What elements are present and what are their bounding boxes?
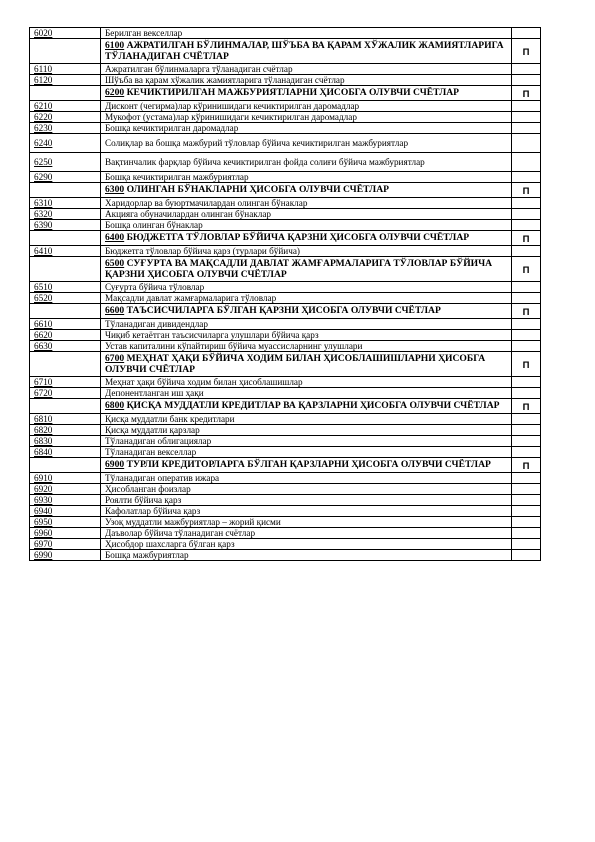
section-title-text: ОЛИНГАН БЎНАКЛАРНИ ҲИСОБГА ОЛУВЧИ СЧЁТЛАР	[126, 184, 389, 195]
table-row	[30, 209, 541, 220]
account-name: Бошқа мажбуриятлар	[101, 550, 512, 561]
account-name: Роялти бўйича қарз	[101, 495, 512, 506]
table-row	[30, 330, 541, 341]
account-name: Бошқа кечиктирилган даромадлар	[101, 123, 512, 134]
table-row	[30, 172, 541, 183]
account-type-mark	[512, 539, 541, 550]
account-code: 6720	[30, 388, 101, 399]
account-code: 6390	[30, 220, 101, 231]
section-code: 6700	[105, 353, 125, 364]
table-row	[30, 425, 541, 436]
account-name: Вақтинчалик фарқлар бўйича кечиктирилган фойда солиғи бўйича мажбуриятлар	[101, 153, 512, 172]
table-row	[30, 539, 541, 550]
section-title	[101, 304, 512, 319]
section-title	[101, 39, 512, 64]
table-row	[30, 75, 541, 86]
account-name: Харидорлар ва буюртмачилардан олинган бўнаклар	[101, 198, 512, 209]
section-title	[101, 231, 512, 246]
account-type-mark: П	[512, 231, 541, 246]
account-type-mark	[512, 341, 541, 352]
account-code: 6290	[30, 172, 101, 183]
account-type-mark: П	[512, 39, 541, 64]
section-code: 6600	[105, 305, 125, 316]
account-name: Қисқа муддатли банк кредитлари	[101, 414, 512, 425]
account-type-mark: П	[512, 257, 541, 282]
account-code	[30, 304, 101, 319]
account-code	[30, 399, 101, 414]
account-name: Ҳисобдор шахсларга бўлган қарз	[101, 539, 512, 550]
account-type-mark	[512, 172, 541, 183]
section-code: 6400	[105, 232, 125, 243]
account-type-mark	[512, 101, 541, 112]
account-name: Мақсадли давлат жамғармаларига тўловлар	[101, 293, 512, 304]
account-code: 6410	[30, 246, 101, 257]
table-row	[30, 28, 541, 39]
account-name: Дисконт (чегирма)лар кўринишидаги кечиктирилган даромадлар	[101, 101, 512, 112]
account-name: Акцияга обуначилардан олинган бўнаклар	[101, 209, 512, 220]
table-row	[30, 282, 541, 293]
account-code: 6630	[30, 341, 101, 352]
account-name: Бюджетга тўловлар бўйича қарз (турлари бўйича)	[101, 246, 512, 257]
section-title	[101, 352, 512, 377]
section-title-text: АЖРАТИЛГАН БЎЛИНМАЛАР, ШЎЪБА ВА ҚАРАМ ХЎЖАЛИК ЖАМИЯТЛАРИГА ТЎЛАНАДИГАН СЧЁТЛАР	[105, 40, 504, 62]
account-code: 6020	[30, 28, 101, 39]
account-name: Чиқиб кетаётган таъсисчиларга улушлари бўйича қарз	[101, 330, 512, 341]
account-code: 6220	[30, 112, 101, 123]
section-header-row	[30, 352, 541, 377]
account-name: Тўланадиган векселлар	[101, 447, 512, 458]
account-type-mark	[512, 319, 541, 330]
account-type-mark	[512, 414, 541, 425]
account-type-mark	[512, 447, 541, 458]
account-type-mark	[512, 506, 541, 517]
table-row	[30, 153, 541, 172]
section-title	[101, 458, 512, 473]
account-name: Кафолатлар бўйича қарз	[101, 506, 512, 517]
account-code: 6210	[30, 101, 101, 112]
account-type-mark	[512, 473, 541, 484]
table-row	[30, 447, 541, 458]
account-name: Бошқа олинган бўнаклар	[101, 220, 512, 231]
account-name: Берилган векселлар	[101, 28, 512, 39]
section-code: 6800	[105, 400, 125, 411]
account-type-mark	[512, 112, 541, 123]
account-code: 6810	[30, 414, 101, 425]
table-row	[30, 436, 541, 447]
section-title	[101, 399, 512, 414]
table-row	[30, 112, 541, 123]
table-row	[30, 319, 541, 330]
account-type-mark	[512, 123, 541, 134]
account-code	[30, 39, 101, 64]
account-type-mark	[512, 550, 541, 561]
section-code: 6100	[105, 40, 125, 51]
table-row	[30, 495, 541, 506]
section-title-text: МЕҲНАТ ҲАҚИ БЎЙИЧА ХОДИМ БИЛАН ҲИСОБЛАШИШЛАРНИ ҲИСОБГА ОЛУВЧИ СЧЁТЛАР	[105, 353, 486, 375]
account-name: Узоқ муддатли мажбуриятлар – жорий қисми	[101, 517, 512, 528]
table-row	[30, 134, 541, 153]
account-name: Қисқа муддатли қарзлар	[101, 425, 512, 436]
table-row	[30, 414, 541, 425]
account-name: Депонентланган иш ҳақи	[101, 388, 512, 399]
account-code	[30, 183, 101, 198]
account-name: Устав капиталини кўпайтириш бўйича муассисларнинг улушлари	[101, 341, 512, 352]
account-type-mark: П	[512, 86, 541, 101]
account-type-mark	[512, 198, 541, 209]
account-code: 6510	[30, 282, 101, 293]
account-name: Ажратилган бўлинмаларга тўланадиган счётлар	[101, 64, 512, 75]
account-type-mark	[512, 28, 541, 39]
account-code: 6830	[30, 436, 101, 447]
account-type-mark	[512, 330, 541, 341]
account-code: 6950	[30, 517, 101, 528]
account-name: Даъволар бўйича тўланадиган счётлар	[101, 528, 512, 539]
account-name: Суғурта бўйича тўловлар	[101, 282, 512, 293]
table-row	[30, 388, 541, 399]
account-code: 6840	[30, 447, 101, 458]
account-code: 6310	[30, 198, 101, 209]
table-row	[30, 293, 541, 304]
account-code: 6110	[30, 64, 101, 75]
table-row	[30, 220, 541, 231]
account-type-mark	[512, 153, 541, 172]
account-code: 6910	[30, 473, 101, 484]
account-type-mark	[512, 134, 541, 153]
account-code: 6320	[30, 209, 101, 220]
account-code: 6710	[30, 377, 101, 388]
account-code: 6930	[30, 495, 101, 506]
section-header-row	[30, 304, 541, 319]
section-title-text: БЮДЖЕТГА ТЎЛОВЛАР БЎЙИЧА ҚАРЗНИ ҲИСОБГА ОЛУВЧИ СЧЁТЛАР	[126, 232, 470, 243]
account-type-mark: П	[512, 304, 541, 319]
section-header-row	[30, 257, 541, 282]
account-code	[30, 257, 101, 282]
account-name: Ҳисобланган фоизлар	[101, 484, 512, 495]
account-code: 6970	[30, 539, 101, 550]
account-code: 6920	[30, 484, 101, 495]
section-header-row	[30, 183, 541, 198]
account-type-mark	[512, 64, 541, 75]
section-header-row	[30, 86, 541, 101]
account-type-mark: П	[512, 399, 541, 414]
account-type-mark	[512, 495, 541, 506]
table-row	[30, 341, 541, 352]
account-code	[30, 352, 101, 377]
section-title-text: ҚИСҚА МУДДАТЛИ КРЕДИТЛАР ВА ҚАРЗЛАРНИ ҲИСОБГА ОЛУВЧИ СЧЁТЛАР	[126, 400, 500, 411]
section-code: 6300	[105, 184, 125, 195]
section-header-row	[30, 39, 541, 64]
account-code: 6610	[30, 319, 101, 330]
account-code: 6120	[30, 75, 101, 86]
account-type-mark	[512, 425, 541, 436]
account-code: 6520	[30, 293, 101, 304]
account-code: 6230	[30, 123, 101, 134]
section-code: 6200	[105, 87, 125, 98]
account-type-mark	[512, 282, 541, 293]
table-row	[30, 101, 541, 112]
table-row	[30, 246, 541, 257]
account-type-mark	[512, 75, 541, 86]
section-header-row	[30, 399, 541, 414]
account-type-mark: П	[512, 352, 541, 377]
account-name: Солиқлар ва бошқа мажбурий тўловлар бўйича кечиктирилган мажбуриятлар	[101, 134, 512, 153]
table-row	[30, 550, 541, 561]
account-code: 6240	[30, 134, 101, 153]
account-type-mark	[512, 484, 541, 495]
section-title-text: КЕЧИКТИРИЛГАН МАЖБУРИЯТЛАРНИ ҲИСОБГА ОЛУВЧИ СЧЁТЛАР	[126, 87, 460, 98]
section-title-text: ТАЪСИСЧИЛАРГА БЎЛГАН ҚАРЗНИ ҲИСОБГА ОЛУВЧИ СЧЁТЛАР	[126, 305, 441, 316]
chart-of-accounts-table	[29, 27, 541, 561]
account-name: Тўланадиган оператив ижара	[101, 473, 512, 484]
account-code: 6960	[30, 528, 101, 539]
account-type-mark	[512, 517, 541, 528]
account-code: 6820	[30, 425, 101, 436]
account-type-mark	[512, 246, 541, 257]
section-header-row	[30, 458, 541, 473]
account-code: 6250	[30, 153, 101, 172]
table-body	[30, 28, 541, 561]
account-code: 6990	[30, 550, 101, 561]
account-code: 6940	[30, 506, 101, 517]
table-row	[30, 123, 541, 134]
table-row	[30, 528, 541, 539]
account-code	[30, 86, 101, 101]
account-code	[30, 458, 101, 473]
account-name: Тўланадиган дивидендлар	[101, 319, 512, 330]
account-name: Меҳнат ҳақи бўйича ходим билан ҳисоблашишлар	[101, 377, 512, 388]
account-type-mark	[512, 377, 541, 388]
account-type-mark	[512, 436, 541, 447]
section-title	[101, 257, 512, 282]
section-header-row	[30, 231, 541, 246]
account-type-mark	[512, 528, 541, 539]
account-type-mark	[512, 293, 541, 304]
account-type-mark	[512, 388, 541, 399]
table-row	[30, 473, 541, 484]
account-name: Мукофот (устама)лар кўринишидаги кечиктирилган даромадлар	[101, 112, 512, 123]
section-title	[101, 183, 512, 198]
account-code: 6620	[30, 330, 101, 341]
account-type-mark: П	[512, 458, 541, 473]
account-type-mark	[512, 209, 541, 220]
table-row	[30, 517, 541, 528]
section-title	[101, 86, 512, 101]
account-name: Тўланадиган облигациялар	[101, 436, 512, 447]
account-type-mark	[512, 220, 541, 231]
table-row	[30, 377, 541, 388]
section-code: 6900	[105, 459, 125, 470]
table-row	[30, 198, 541, 209]
table-row	[30, 64, 541, 75]
section-title-text: СУҒУРТА ВА МАҚСАДЛИ ДАВЛАТ ЖАМҒАРМАЛАРИГА ТЎЛОВЛАР БЎЙИЧА ҚАРЗНИ ҲИСОБГА ОЛУВЧИ СЧЁТЛАР	[105, 258, 493, 280]
section-code: 6500	[105, 258, 125, 269]
table-row	[30, 484, 541, 495]
account-code	[30, 231, 101, 246]
account-name: Бошқа кечиктирилган мажбуриятлар	[101, 172, 512, 183]
table-row	[30, 506, 541, 517]
account-name: Шўъба ва қарам хўжалик жамиятларига тўланадиган счётлар	[101, 75, 512, 86]
section-title-text: ТУРЛИ КРЕДИТОРЛАРГА БЎЛГАН ҚАРЗЛАРНИ ҲИСОБГА ОЛУВЧИ СЧЁТЛАР	[126, 459, 491, 470]
account-type-mark: П	[512, 183, 541, 198]
